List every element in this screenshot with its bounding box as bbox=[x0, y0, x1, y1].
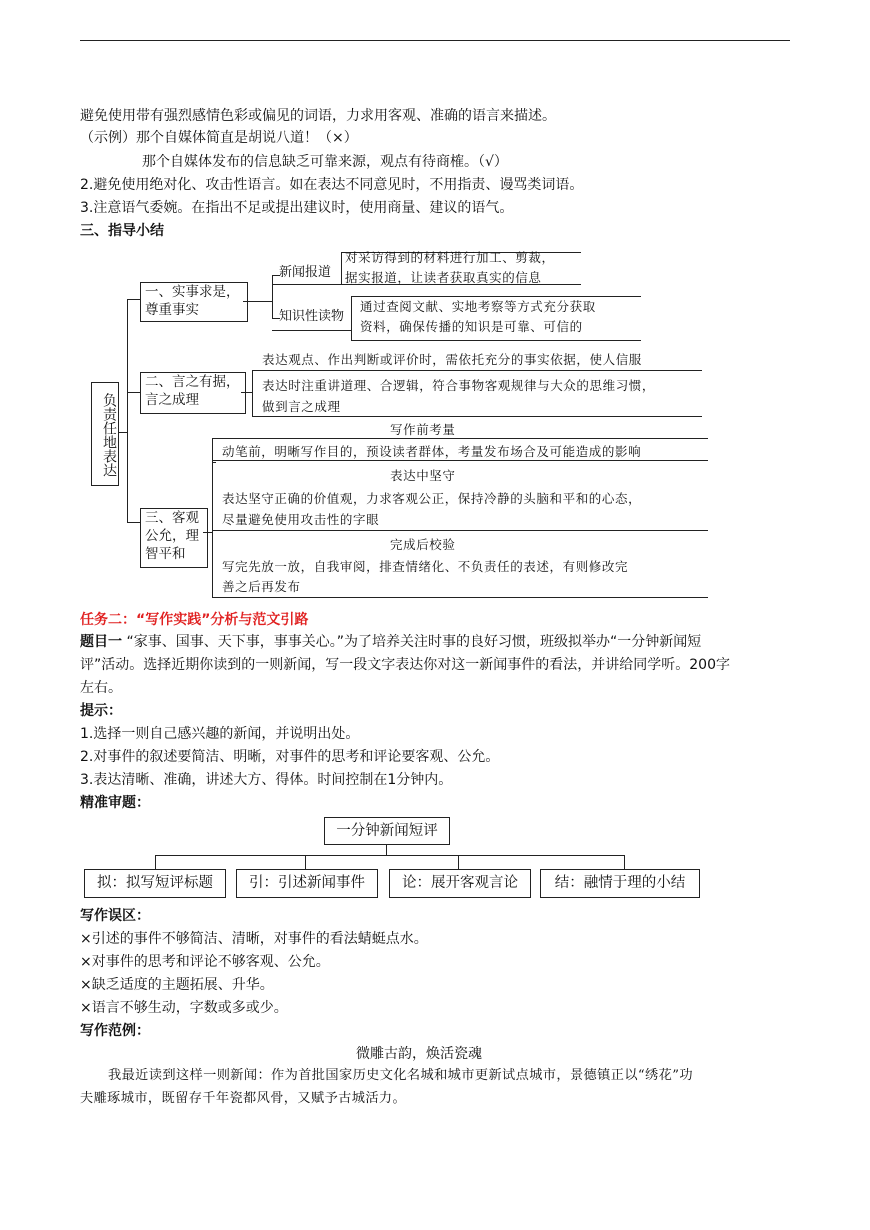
example-wrong: （示例）那个自媒体简直是胡说八道！（×） bbox=[80, 130, 358, 146]
question-line-2: 评”活动。选择近期你读到的一则新闻，写一段文字表达你对这一新闻事件的看法，并讲给同学听。200字 bbox=[80, 657, 730, 673]
branch-2-text-2a: 表达时注重讲道理、合逻辑，符合事物客观规律与大众的思维习惯， bbox=[262, 378, 656, 393]
point-3: 3.注意语气委婉。在指出不足或提出建议时，使用商量、建议的语气。 bbox=[80, 200, 514, 216]
analysis-title: 精准审题： bbox=[80, 795, 150, 811]
branch-1-sub-1: 新闻报道 bbox=[279, 265, 332, 280]
branch-2-text-1: 表达观点、作出判断或评价时，需依托充分的事实依据，使人信服 bbox=[262, 352, 642, 367]
example-right: 那个自媒体发布的信息缺乏可靠来源，观点有待商榷。（√） bbox=[142, 154, 508, 170]
branch-1-sub-2-text-2: 资料，确保传播的知识是可靠、可信的 bbox=[360, 319, 583, 334]
branch-3-label: 三、客观公允，理智平和 bbox=[145, 510, 199, 562]
point-2: 2.避免使用绝对化、攻击性语言。如在表达不同意见时，不用指责、谩骂类词语。 bbox=[80, 177, 584, 193]
intro-text: 避免使用带有强烈感情色彩或偏见的词语，力求用客观、准确的语言来描述。 bbox=[80, 108, 556, 124]
flow-item-4: 结：融情于理的小结 bbox=[540, 869, 700, 898]
section-title: 三、指导小结 bbox=[80, 223, 164, 239]
flow-item-3: 论：展开客观言论 bbox=[389, 869, 531, 898]
branch-1-sub-1-text-1: 对采访得到的材料进行加工、剪裁， bbox=[345, 250, 555, 265]
branch-3-text-1: 动笔前，明晰写作目的，预设读者群体，考量发布场合及可能造成的影响 bbox=[222, 444, 642, 459]
branch-1-sub-2: 知识性读物 bbox=[279, 309, 345, 324]
branch-2-node bbox=[140, 372, 246, 414]
hint-2: 2.对事件的叙述要简洁、明晰，对事件的思考和评论要客观、公允。 bbox=[80, 749, 500, 765]
flow-top-node: 一分钟新闻短评 bbox=[324, 817, 450, 845]
mistake-2: ×对事件的思考和评论不够客观、公允。 bbox=[80, 954, 330, 970]
essay-line-2: 夫雕琢城市，既留存千年瓷都风骨，又赋予古城活力。 bbox=[80, 1091, 407, 1106]
mistakes-title: 写作误区： bbox=[80, 908, 150, 924]
mistake-4: ×语言不够生动，字数或多或少。 bbox=[80, 1000, 288, 1016]
header-rule bbox=[80, 40, 790, 41]
branch-3-node bbox=[140, 508, 208, 568]
question-text-1: “家事、国事、天下事，事事关心。”为了培养关注时事的良好习惯，班级拟举办“一分钟新闻短 bbox=[126, 634, 702, 650]
branch-2-label: 二、言之有据，言之成理 bbox=[145, 374, 240, 408]
branch-3-head-2: 表达中坚守 bbox=[390, 468, 456, 483]
hint-title: 提示： bbox=[80, 703, 122, 719]
flow-item-1: 拟：拟写短评标题 bbox=[84, 869, 226, 898]
branch-1-sub-1-text-2: 据实报道，让读者获取真实的信息 bbox=[345, 270, 542, 285]
question-line-1 bbox=[80, 632, 701, 652]
task-title: 任务二：“写作实践”分析与范文引路 bbox=[80, 612, 309, 628]
branch-3-text-3a: 写完先放一放，自我审阅，排查情绪化、不负责任的表述，有则修改完 bbox=[222, 559, 629, 574]
branch-1-sub-2-text-1: 通过查阅文献、实地考察等方式充分获取 bbox=[360, 299, 596, 314]
branch-2-text-2b: 做到言之成理 bbox=[262, 399, 341, 414]
mistake-1: ×引述的事件不够简洁、清晰，对事件的看法蜻蜓点水。 bbox=[80, 931, 428, 947]
branch-1-node bbox=[140, 282, 248, 322]
branch-3-text-3b: 善之后再发布 bbox=[222, 579, 301, 594]
branch-1-label: 一、实事求是，尊重事实 bbox=[145, 284, 240, 318]
essay-title: 微雕古韵，焕活瓷魂 bbox=[356, 1046, 482, 1062]
root-node: 负责任地表达 bbox=[91, 382, 119, 486]
essay-line-1: 我最近读到这样一则新闻：作为首批国家历史文化名城和城市更新试点城市，景德镇正以“绣花”功 bbox=[108, 1068, 693, 1083]
mistake-3: ×缺乏适度的主题拓展、升华。 bbox=[80, 977, 274, 993]
question-line-3: 左右。 bbox=[80, 680, 122, 696]
hint-3: 3.表达清晰、准确，讲述大方、得体。时间控制在1分钟内。 bbox=[80, 772, 453, 788]
branch-3-head-3: 完成后校验 bbox=[390, 537, 456, 552]
branch-3-text-2a: 表达坚守正确的价值观，力求客观公正，保持冷静的头脑和平和的心态， bbox=[222, 491, 642, 506]
branch-3-head-1: 写作前考量 bbox=[390, 422, 456, 437]
flow-item-2: 引：引述新闻事件 bbox=[236, 869, 378, 898]
sample-title: 写作范例： bbox=[80, 1023, 150, 1039]
question-label: 题目一 bbox=[80, 634, 122, 650]
hint-1: 1.选择一则自己感兴趣的新闻，并说明出处。 bbox=[80, 726, 360, 742]
branch-3-text-2b: 尽量避免使用攻击性的字眼 bbox=[222, 512, 380, 527]
